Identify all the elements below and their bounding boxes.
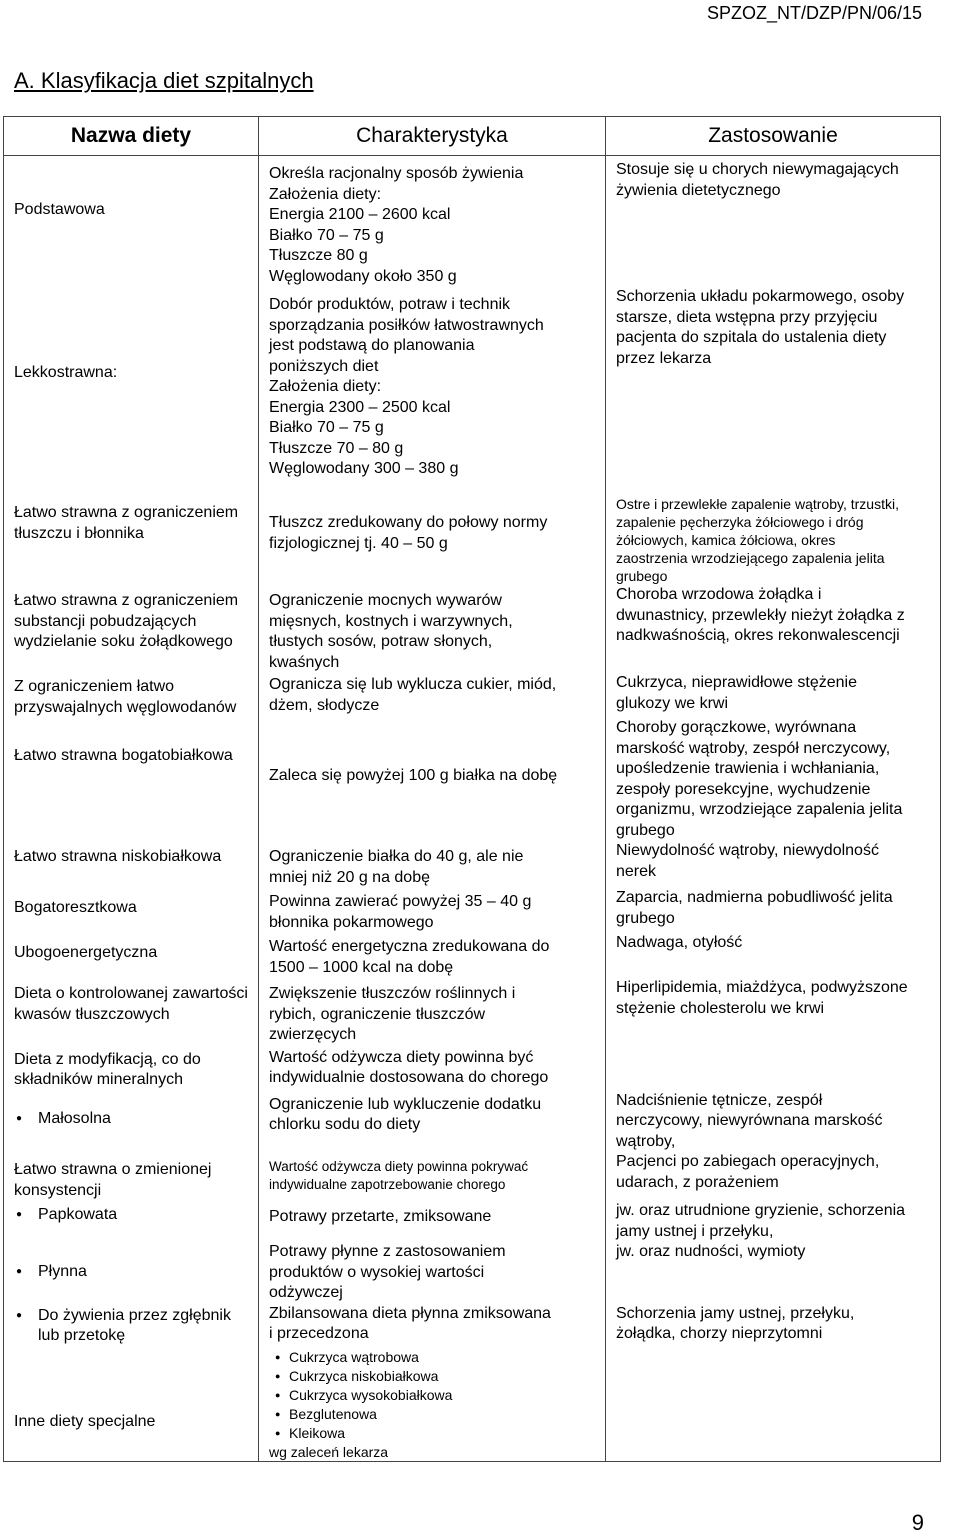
characteristics-line: Tłuszcz zredukowany do połowy normy: [269, 514, 548, 531]
diet-name-cell: [4, 888, 259, 933]
characteristics-line: Węglowodany około 350 g: [269, 267, 457, 285]
diet-application-cell: [606, 841, 941, 888]
characteristics-line: Energia 2100 – 2600 kcal: [269, 206, 451, 223]
table-row: [4, 1152, 941, 1201]
diet-name: ● Do żywienia przez zgłębnik lub przetokę: [4, 1304, 258, 1347]
table-row: [4, 156, 941, 288]
table-row: [4, 585, 941, 673]
characteristics-line: Założenia diety:: [269, 378, 382, 395]
table-row: [4, 978, 941, 1046]
application-line: dwunastnicy, przewlekły nieżyt żołądka z: [616, 606, 905, 624]
characteristics-line: Tłuszcze 70 – 80 g: [269, 439, 404, 457]
characteristics-line: Wartość energetyczna zredukowana do: [269, 938, 550, 955]
characteristics-line: i przecedzona: [269, 1325, 369, 1342]
characteristics-line: Ograniczenie mocnych wywarów: [269, 592, 502, 609]
diet-characteristics-cell: [259, 978, 606, 1046]
diet-application-cell: [606, 1046, 941, 1091]
diet-application-cell: [606, 1091, 941, 1153]
diet-characteristics-cell: [259, 156, 606, 288]
application-line: Stosuje się u chorych niewymagających: [616, 161, 899, 178]
special-diets-list: [269, 1348, 599, 1443]
characteristics-line: sporządzania posiłków łatwostrawnych: [269, 316, 544, 334]
diet-application-cell: [606, 287, 941, 495]
diet-name-cell: [4, 933, 259, 978]
diet-name: Łatwo strawna z ograniczeniem substancji pobudzających wydzielanie soku żołądkowego: [14, 592, 239, 650]
characteristics-line: odżywczej: [269, 1284, 343, 1301]
characteristics-line: chlorku sodu do diety: [269, 1116, 421, 1133]
characteristics-line: Dobór produktów, potraw i technik: [269, 296, 511, 313]
diet-name: Łatwo strawna niskobiałkowa: [14, 848, 222, 865]
application-line: glukozy we krwi: [616, 694, 729, 712]
table-row: [4, 287, 941, 495]
diet-name: Łatwo strawna o zmienionej konsystencji: [14, 1161, 212, 1199]
diet-name: Lekkostrawna:: [14, 364, 118, 381]
column-header-name: Nazwa diety: [4, 117, 259, 156]
characteristics-line: Ogranicza się lub wyklucza cukier, miód,: [269, 676, 557, 693]
diet-classification-table: [3, 116, 941, 1462]
diet-application-cell: [606, 933, 941, 978]
diet-name-cell: [4, 156, 259, 288]
section-title: A. Klasyfikacja diet szpitalnych: [14, 68, 314, 93]
application-line: grubego: [616, 909, 675, 927]
document-code: SPZOZ_NT/DZP/PN/06/15: [706, 3, 922, 23]
diet-name-cell: [4, 841, 259, 888]
characteristics-line: poniższych diet: [269, 357, 379, 375]
application-line: zapalenie pęcherzyka żółciowego i dróg: [616, 514, 864, 530]
application-line: Nadciśnienie tętnicze, zespół: [616, 1091, 823, 1109]
table-row: [4, 888, 941, 933]
application-line: starsze, dieta wstępna przy przyjęciu: [616, 308, 878, 326]
application-line: upośledzenie trawienia i wchłaniania,: [616, 760, 880, 777]
diet-name-cell: [4, 1046, 259, 1091]
diet-name: Ubogoenergetyczna: [14, 944, 158, 961]
application-line: marskość wątroby, zespół nerczycowy,: [616, 739, 891, 757]
diet-name-cell: [4, 1242, 259, 1304]
diet-name: Łatwo strawna z ograniczeniem tłuszczu i błonnika: [14, 504, 239, 542]
application-line: Hiperlipidemia, miażdżyca, podwyższone: [616, 979, 908, 996]
application-line: żywienia dietetycznego: [616, 181, 781, 199]
application-line: udarach, z porażeniem: [616, 1173, 779, 1191]
application-line: jamy ustnej i przełyku,: [616, 1222, 774, 1240]
characteristics-line: Ograniczenie białka do 40 g, ale nie: [269, 848, 524, 865]
diet-name: Inne diety specjalne: [14, 1412, 156, 1430]
characteristics-line: Powinna zawierać powyżej 35 – 40 g: [269, 893, 532, 910]
characteristics-line: Wartość odżywcza diety powinna być: [269, 1048, 534, 1066]
diet-characteristics-cell: [259, 287, 606, 495]
diet-name: Dieta z modyfikacją, co do składników mineralnych: [14, 1050, 201, 1088]
diet-name-cell: [4, 1091, 259, 1153]
characteristics-line: Białko 70 – 75 g: [269, 226, 384, 244]
application-line: wątroby,: [616, 1132, 676, 1150]
application-line: Pacjenci po zabiegach operacyjnych,: [616, 1153, 880, 1170]
characteristics-line: błonnika pokarmowego: [269, 913, 434, 931]
application-line: jw. oraz nudności, wymioty: [616, 1243, 806, 1260]
application-line: Choroba wrzodowa żołądka i: [616, 586, 822, 603]
characteristics-line: mięsnych, kostnych i warzywnych,: [269, 612, 513, 630]
table-row: [4, 1242, 941, 1304]
application-line: Schorzenia układu pokarmowego, osoby: [616, 288, 905, 305]
application-line: Zaparcia, nadmierna pobudliwość jelita: [616, 889, 893, 906]
application-line: Schorzenia jamy ustnej, przełyku,: [616, 1304, 855, 1322]
diet-application-cell: [606, 1242, 941, 1304]
application-line: żółciowych, kamica żółciowa, okres: [616, 532, 836, 548]
diet-characteristics-cell: [259, 1046, 606, 1091]
diet-application-cell: [606, 1152, 941, 1201]
characteristics-line: kwaśnych: [269, 653, 340, 671]
diet-name-cell: [4, 1201, 259, 1242]
diet-characteristics-cell: [259, 495, 606, 585]
diet-application-cell: [606, 1348, 941, 1462]
application-line: Ostre i przewlekłe zapalenie wątroby, trzustki,: [616, 496, 899, 512]
diet-name-cell: [4, 287, 259, 495]
characteristics-line: fizjologicznej tj. 40 – 50 g: [269, 534, 448, 552]
diet-name-cell: [4, 673, 259, 718]
application-line: stężenie cholesterolu we krwi: [616, 999, 825, 1017]
characteristics-line: Tłuszcze 80 g: [269, 247, 368, 264]
diet-name: ● Płynna: [4, 1242, 258, 1283]
characteristics-line: Określa racjonalny sposób żywienia: [269, 165, 524, 182]
list-item: ● Kleikowa: [289, 1424, 599, 1443]
application-line: nerek: [616, 862, 657, 880]
diet-characteristics-cell: [259, 673, 606, 718]
table-row: [4, 1348, 941, 1462]
application-line: żołądka, chorzy nieprzytomni: [616, 1325, 823, 1342]
characteristics-line: Zwiększenie tłuszczów roślinnych i: [269, 985, 516, 1002]
application-line: Niewydolność wątroby, niewydolność: [616, 842, 879, 859]
list-item: ● Cukrzyca wątrobowa: [289, 1348, 599, 1367]
application-line: Cukrzyca, nieprawidłowe stężenie: [616, 674, 857, 691]
diet-characteristics-cell: [259, 888, 606, 933]
table-row: [4, 495, 941, 585]
characteristics-line: Białko 70 – 75 g: [269, 419, 384, 436]
application-line: przez lekarza: [616, 349, 712, 367]
diet-application-cell: [606, 673, 941, 718]
diet-characteristics-cell: [259, 1348, 606, 1462]
column-header-characteristics: Charakterystyka: [259, 117, 606, 156]
diet-application-cell: [606, 888, 941, 933]
diet-application-cell: [606, 718, 941, 841]
table-body: [4, 156, 941, 1462]
list-item: ● Bezglutenowa: [289, 1405, 599, 1424]
diet-name-cell: [4, 1348, 259, 1462]
characteristics-line: mniej niż 20 g na dobę: [269, 868, 430, 886]
diet-characteristics-cell: [259, 585, 606, 673]
diet-name-cell: [4, 495, 259, 585]
list-item: ● Cukrzyca niskobiałkowa: [289, 1367, 599, 1386]
characteristics-line: zwierzęcych: [269, 1026, 357, 1043]
special-diets-footer: wg zaleceń lekarza: [269, 1443, 389, 1460]
application-line: jw. oraz utrudnione gryzienie, schorzenia: [616, 1202, 906, 1219]
table-row: [4, 1091, 941, 1153]
diet-name: Z ograniczeniem łatwo przyswajalnych węglowodanów: [14, 678, 237, 716]
characteristics-line: indywidualnie dostosowana do chorego: [269, 1069, 549, 1086]
diet-application-cell: [606, 1201, 941, 1242]
application-line: grubego: [616, 821, 675, 839]
diet-name: Bogatoresztkowa: [14, 899, 137, 916]
diet-name-cell: [4, 978, 259, 1046]
application-line: zaostrzenia wrzodziejącego zapalenia jelita: [616, 550, 885, 566]
characteristics-line: Założenia diety:: [269, 185, 382, 203]
diet-name: ● Małosolna: [4, 1091, 258, 1130]
characteristics-line: dżem, słodycze: [269, 696, 380, 714]
characteristics-line: produktów o wysokiej wartości: [269, 1263, 485, 1281]
application-line: grubego: [616, 568, 668, 584]
diet-characteristics-cell: [259, 841, 606, 888]
diet-characteristics-cell: [259, 933, 606, 978]
table-row: [4, 1046, 941, 1091]
diet-application-cell: [606, 978, 941, 1046]
table-header-row: [4, 117, 941, 156]
characteristics-line: Potrawy przetarte, zmiksowane: [269, 1208, 492, 1225]
diet-name: Dieta o kontrolowanej zawartości kwasów tłuszczowych: [14, 985, 248, 1023]
diet-name: Podstawowa: [14, 201, 105, 218]
diet-characteristics-cell: [259, 1152, 606, 1201]
characteristics-line: Ograniczenie lub wykluczenie dodatku: [269, 1095, 542, 1113]
table-row: [4, 841, 941, 888]
characteristics-line: Zbilansowana dieta płynna zmiksowana: [269, 1304, 551, 1322]
column-header-application: Zastosowanie: [606, 117, 941, 156]
characteristics-line: Potrawy płynne z zastosowaniem: [269, 1243, 506, 1260]
diet-characteristics-cell: [259, 1201, 606, 1242]
diet-application-cell: [606, 585, 941, 673]
characteristics-line: 1500 – 1000 kcal na dobę: [269, 958, 454, 976]
table-row: [4, 1304, 941, 1348]
characteristics-line: Wartość odżywcza diety powinna pokrywać: [269, 1159, 529, 1174]
diet-name-cell: [4, 1152, 259, 1201]
diet-name-cell: [4, 718, 259, 841]
table-row: [4, 673, 941, 718]
characteristics-line: rybich, ograniczenie tłuszczów: [269, 1005, 486, 1023]
application-line: pacjenta do szpitala do ustalenia diety: [616, 329, 887, 346]
page-number: 9: [911, 1510, 924, 1535]
diet-name: Łatwo strawna bogatobiałkowa: [14, 747, 233, 764]
table-row: [4, 718, 941, 841]
diet-name: ● Papkowata: [4, 1201, 258, 1226]
characteristics-line: indywidualne zapotrzebowanie chorego: [269, 1177, 506, 1192]
diet-application-cell: [606, 1304, 941, 1348]
characteristics-line: Węglowodany 300 – 380 g: [269, 460, 459, 477]
application-line: nadkwaśnością, okres rekonwalescencji: [616, 627, 900, 644]
diet-name-cell: [4, 585, 259, 673]
characteristics-line: tłustych sosów, potraw słonych,: [269, 633, 493, 650]
diet-characteristics-cell: [259, 1091, 606, 1153]
diet-name-cell: [4, 1304, 259, 1348]
diet-application-cell: [606, 156, 941, 288]
table-row: [4, 1201, 941, 1242]
table-row: [4, 933, 941, 978]
characteristics-line: Zaleca się powyżej 100 g białka na dobę: [269, 767, 558, 784]
diet-characteristics-cell: [259, 718, 606, 841]
diet-characteristics-cell: [259, 1304, 606, 1348]
characteristics-line: jest podstawą do planowania: [269, 337, 475, 354]
application-line: nerczycowy, niewyrównana marskość: [616, 1112, 883, 1129]
list-item: ● Cukrzyca wysokobiałkowa: [289, 1386, 599, 1405]
diet-application-cell: [606, 495, 941, 585]
characteristics-line: Energia 2300 – 2500 kcal: [269, 398, 451, 416]
application-line: Choroby gorączkowe, wyrównana: [616, 719, 857, 736]
application-line: zespoły poresekcyjne, wychudzenie: [616, 780, 871, 798]
application-line: organizmu, wrzodziejące zapalenia jelita: [616, 801, 903, 818]
application-line: Nadwaga, otyłość: [616, 934, 743, 951]
diet-characteristics-cell: [259, 1242, 606, 1304]
